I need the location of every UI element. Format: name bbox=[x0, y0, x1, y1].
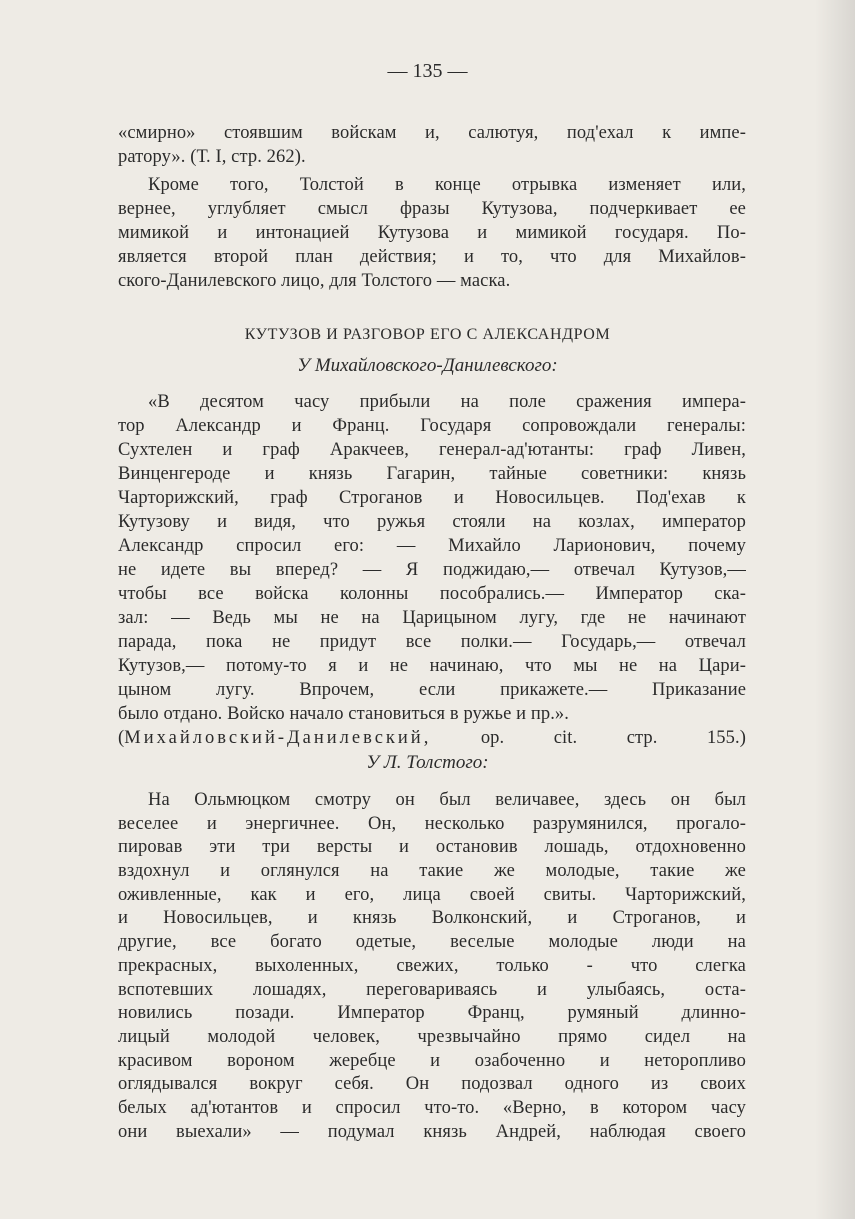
text-line: Сухтелен и граф Аракчеев, генерал-ад'ютанты: граф Ливен, bbox=[118, 440, 746, 460]
paragraph-commentary bbox=[118, 173, 746, 293]
section-heading: КУТУЗОВ И РАЗГОВОР ЕГО С АЛЕКСАНДРОМ bbox=[244, 326, 611, 343]
text-line: ского-Данилевского лицо, для Толстого — маска. bbox=[118, 271, 511, 291]
text-line: другие, все богато одетые, веселые молодые люди на bbox=[118, 932, 746, 953]
text-line: ратору». (Т. I, стр. 262). bbox=[118, 147, 306, 167]
text-line: и Новосильцев, и князь Волконский, и Строганов, и bbox=[118, 908, 746, 929]
quote-mikhailovsky bbox=[118, 390, 746, 726]
citation bbox=[118, 726, 746, 750]
text-line: вернее, углубляет смысл фразы Кутузова, подчеркивает ее bbox=[118, 199, 746, 219]
text-line: не идете вы вперед? — Я поджидаю,— отвечал Кутузов,— bbox=[118, 560, 746, 580]
text-line: белых ад'ютантов и спросил что-то. «Верно, в котором часу bbox=[118, 1097, 746, 1118]
text-line: чтобы все войска колонны пособрались.— Император ска- bbox=[118, 584, 746, 604]
text-line: цыном лугу. Впрочем, если прикажете.— Приказание bbox=[118, 680, 746, 700]
text-line: пировав эти три версты и остановив лошадь, отдохновенно bbox=[118, 837, 746, 858]
text-line: вспотевших лошадях, переговариваясь и улыбаясь, оста- bbox=[118, 979, 746, 1000]
text-line: Чарторижский, граф Строганов и Новосильцев. Под'ехав к bbox=[118, 488, 746, 508]
text-line: зал: — Ведь мы не на Царицыном лугу, где не начинают bbox=[118, 608, 746, 628]
text-line: Кроме того, Толстой в конце отрывка изменяет или, bbox=[148, 175, 746, 195]
text-line: они выехали» — подумал князь Андрей, наблюдая своего bbox=[118, 1121, 746, 1142]
subtitle-tolstoy: У Л. Толстого: bbox=[366, 752, 489, 773]
text-line: является второй план действия; и то, что для Михайлов- bbox=[118, 247, 746, 267]
text-line: Александр спросил его: — Михайло Ларионович, почему bbox=[118, 536, 746, 556]
text-line: Кутузову и видя, что ружья стояли на козлах, император bbox=[118, 512, 746, 532]
text-line: веселее и энергичнее. Он, несколько разрумянился, прогало- bbox=[118, 813, 746, 834]
text-line: мимикой и интонацией Кутузова и мимикой государя. По- bbox=[118, 223, 746, 243]
text-line: Кутузов,— потому-то я и не начинаю, что мы не на Цари- bbox=[118, 656, 746, 676]
text-line: тор Александр и Франц. Государя сопровождали генералы: bbox=[118, 416, 746, 436]
citation-author: Михайловский-Данилевский, bbox=[124, 728, 432, 748]
text-line: было отдано. Войско начало становиться в ружье и пр.». bbox=[118, 704, 569, 724]
text-line: новились позади. Император Франц, румяный длинно- bbox=[118, 1003, 746, 1024]
text-line: «смирно» стоявшим войскам и, салютуя, под'ехал к импе- bbox=[118, 123, 746, 143]
text-line: На Ольмюцком смотру он был величавее, здесь он был bbox=[148, 790, 746, 810]
subtitle-mikhailovsky: У Михайловского-Данилевского: bbox=[297, 355, 558, 376]
text-line: вздохнул и оглянулся на такие же молодые, такие же bbox=[118, 861, 746, 882]
text-line: лицый молодой человек, чрезвычайно прямо сидел на bbox=[118, 1026, 746, 1047]
paragraph-tolstoy bbox=[118, 788, 746, 1143]
text-line: «В десятом часу прибыли на поле сражения импера- bbox=[148, 392, 746, 412]
text-line: парада, пока не придут все полки.— Государь,— отвечал bbox=[118, 632, 746, 652]
text-line: прекрасных, выхоленных, свежих, только - что слегка bbox=[118, 955, 746, 976]
text-line: Винценгероде и князь Гагарин, тайные советники: князь bbox=[118, 464, 746, 484]
scan-shadow bbox=[815, 0, 855, 1219]
citation-open: ( bbox=[118, 728, 125, 748]
page-number: — 135 — bbox=[387, 60, 468, 82]
citation-source: op. cit. стр. 155.) bbox=[480, 728, 746, 748]
text-line: красивом вороном жеребце и озабоченно и неторопливо bbox=[118, 1050, 746, 1071]
text-line: оживленные, как и его, лица своей свиты. Чарторижский, bbox=[118, 884, 746, 905]
paragraph-continued bbox=[118, 121, 746, 169]
text-line: оглядывался вокруг себя. Он подозвал одного из своих bbox=[118, 1074, 746, 1095]
